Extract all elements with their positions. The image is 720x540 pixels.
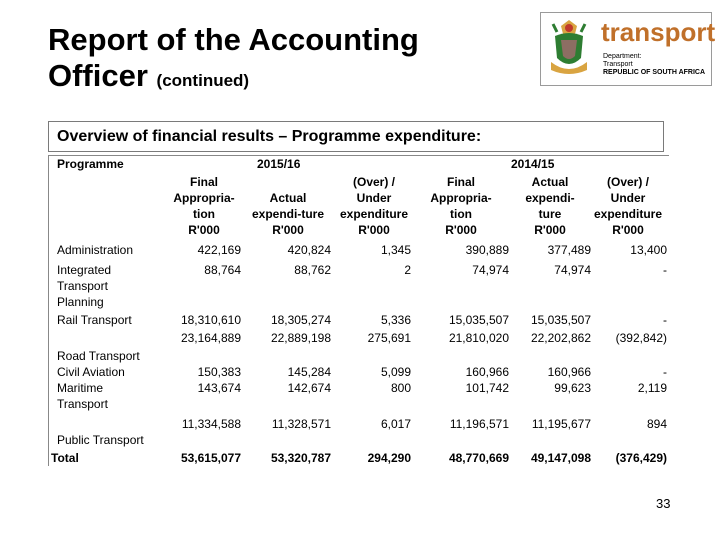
row-value: 377,489 xyxy=(547,243,591,257)
row-value: 88,764 xyxy=(204,263,241,277)
row-value: 390,889 xyxy=(465,243,509,257)
row-value: 11,328,571 xyxy=(271,417,331,431)
column-header-over2: expenditure xyxy=(593,207,662,221)
column-header-final1: Appropria- xyxy=(173,191,235,205)
row-label: Civil Aviation xyxy=(57,365,125,379)
row-value: 13,400 xyxy=(630,243,667,257)
logo-dept-1: Department: xyxy=(603,53,642,60)
row-value: 1,345 xyxy=(380,243,411,257)
column-header-over1: expenditure xyxy=(339,207,408,221)
total-value: (376,429) xyxy=(615,451,667,465)
row-value: 21,810,020 xyxy=(448,331,509,345)
expenditure-table xyxy=(48,155,669,466)
row-value: - xyxy=(663,263,667,277)
row-value: 15,035,507 xyxy=(530,313,591,327)
column-header-final2: R'000 xyxy=(445,223,477,237)
column-header-final1: tion xyxy=(193,207,215,221)
section-heading: Overview of financial results – Programme expenditure: xyxy=(48,121,664,152)
slide-title xyxy=(48,22,419,99)
row-label: Road Transport xyxy=(57,349,140,363)
column-header-final1: R'000 xyxy=(188,223,220,237)
row-label: Maritime xyxy=(57,381,104,395)
column-header-over1: Under xyxy=(356,191,392,205)
row-value: 18,305,274 xyxy=(270,313,331,327)
row-value: 142,674 xyxy=(287,381,331,395)
row-value: 22,889,198 xyxy=(270,331,331,345)
page-number: 33 xyxy=(656,496,671,511)
row-label: Rail Transport xyxy=(57,313,132,327)
column-header-final1: Final xyxy=(189,175,218,189)
row-value: 18,310,610 xyxy=(180,313,241,327)
row-value: 11,196,571 xyxy=(449,417,509,431)
logo-brand: transport xyxy=(601,17,716,47)
row-value: 143,674 xyxy=(197,381,241,395)
row-value: 150,383 xyxy=(197,365,241,379)
logo-dept-3: REPUBLIC OF SOUTH AFRICA xyxy=(603,69,706,76)
row-value: 5,099 xyxy=(380,365,411,379)
row-value: 2,119 xyxy=(637,381,667,395)
column-header-actual2: R'000 xyxy=(534,223,566,237)
row-value: 420,824 xyxy=(287,243,331,257)
row-value: (392,842) xyxy=(615,331,667,345)
column-header-final2: tion xyxy=(450,207,472,221)
column-header-over1: R'000 xyxy=(358,223,390,237)
row-value: 11,334,588 xyxy=(181,417,241,431)
column-header-over1: (Over) / xyxy=(352,175,395,189)
logo-department xyxy=(603,53,705,77)
row-value: 101,742 xyxy=(465,381,509,395)
total-value: 49,147,098 xyxy=(530,451,591,465)
column-header-actual2: expendi- xyxy=(525,191,575,205)
column-header-over2: Under xyxy=(610,191,646,205)
row-label: Administration xyxy=(57,243,134,257)
row-value: 422,169 xyxy=(197,243,241,257)
row-value: 74,974 xyxy=(554,263,591,277)
row-value: 2 xyxy=(404,263,411,277)
row-label: Planning xyxy=(57,295,104,309)
column-header-actual1: Actual xyxy=(269,191,307,205)
row-value: 800 xyxy=(390,381,411,395)
column-header-final2: Final xyxy=(446,175,475,189)
year-2015-16-header: 2015/16 xyxy=(257,157,301,171)
row-value: 99,623 xyxy=(554,381,591,395)
row-value: - xyxy=(663,365,667,379)
column-header-final2: Appropria- xyxy=(430,191,492,205)
column-header-actual2: ture xyxy=(538,207,562,221)
column-header-actual1: expendi-ture xyxy=(251,207,324,221)
year-2014-15-header: 2014/15 xyxy=(511,157,555,171)
row-value: 88,762 xyxy=(294,263,331,277)
transport-logo xyxy=(540,12,716,86)
column-header-actual1: R'000 xyxy=(272,223,304,237)
column-header-over2: (Over) / xyxy=(606,175,649,189)
row-value: 275,691 xyxy=(367,331,411,345)
row-label: Transport xyxy=(57,279,108,293)
title-suffix: (continued) xyxy=(156,71,250,90)
row-value: - xyxy=(663,313,667,327)
logo-dept-2: Transport xyxy=(603,61,633,68)
column-header-over2: R'000 xyxy=(612,223,644,237)
total-value: 48,770,669 xyxy=(448,451,509,465)
row-label: Integrated xyxy=(57,263,112,277)
total-value: 53,320,787 xyxy=(270,451,331,465)
row-value: 6,017 xyxy=(380,417,411,431)
row-label: Public Transport xyxy=(57,433,144,447)
row-value: 160,966 xyxy=(465,365,509,379)
row-value: 11,195,677 xyxy=(531,417,591,431)
row-value: 22,202,862 xyxy=(530,331,591,345)
programme-column-header: Programme xyxy=(57,157,124,171)
row-value: 15,035,507 xyxy=(448,313,509,327)
title-line-2 xyxy=(48,58,419,99)
coat-of-arms-icon xyxy=(547,18,591,78)
total-label: Total xyxy=(51,451,79,465)
total-value: 53,615,077 xyxy=(180,451,241,465)
row-value: 894 xyxy=(646,417,667,431)
row-value: 23,164,889 xyxy=(180,331,241,345)
title-officer: Officer xyxy=(48,58,148,93)
row-value: 160,966 xyxy=(547,365,591,379)
row-label: Transport xyxy=(57,397,108,411)
title-line-1: Report of the Accounting xyxy=(48,22,419,57)
total-value: 294,290 xyxy=(367,451,411,465)
row-value: 145,284 xyxy=(287,365,331,379)
column-header-actual2: Actual xyxy=(531,175,569,189)
row-value: 5,336 xyxy=(380,313,411,327)
row-value: 74,974 xyxy=(472,263,509,277)
